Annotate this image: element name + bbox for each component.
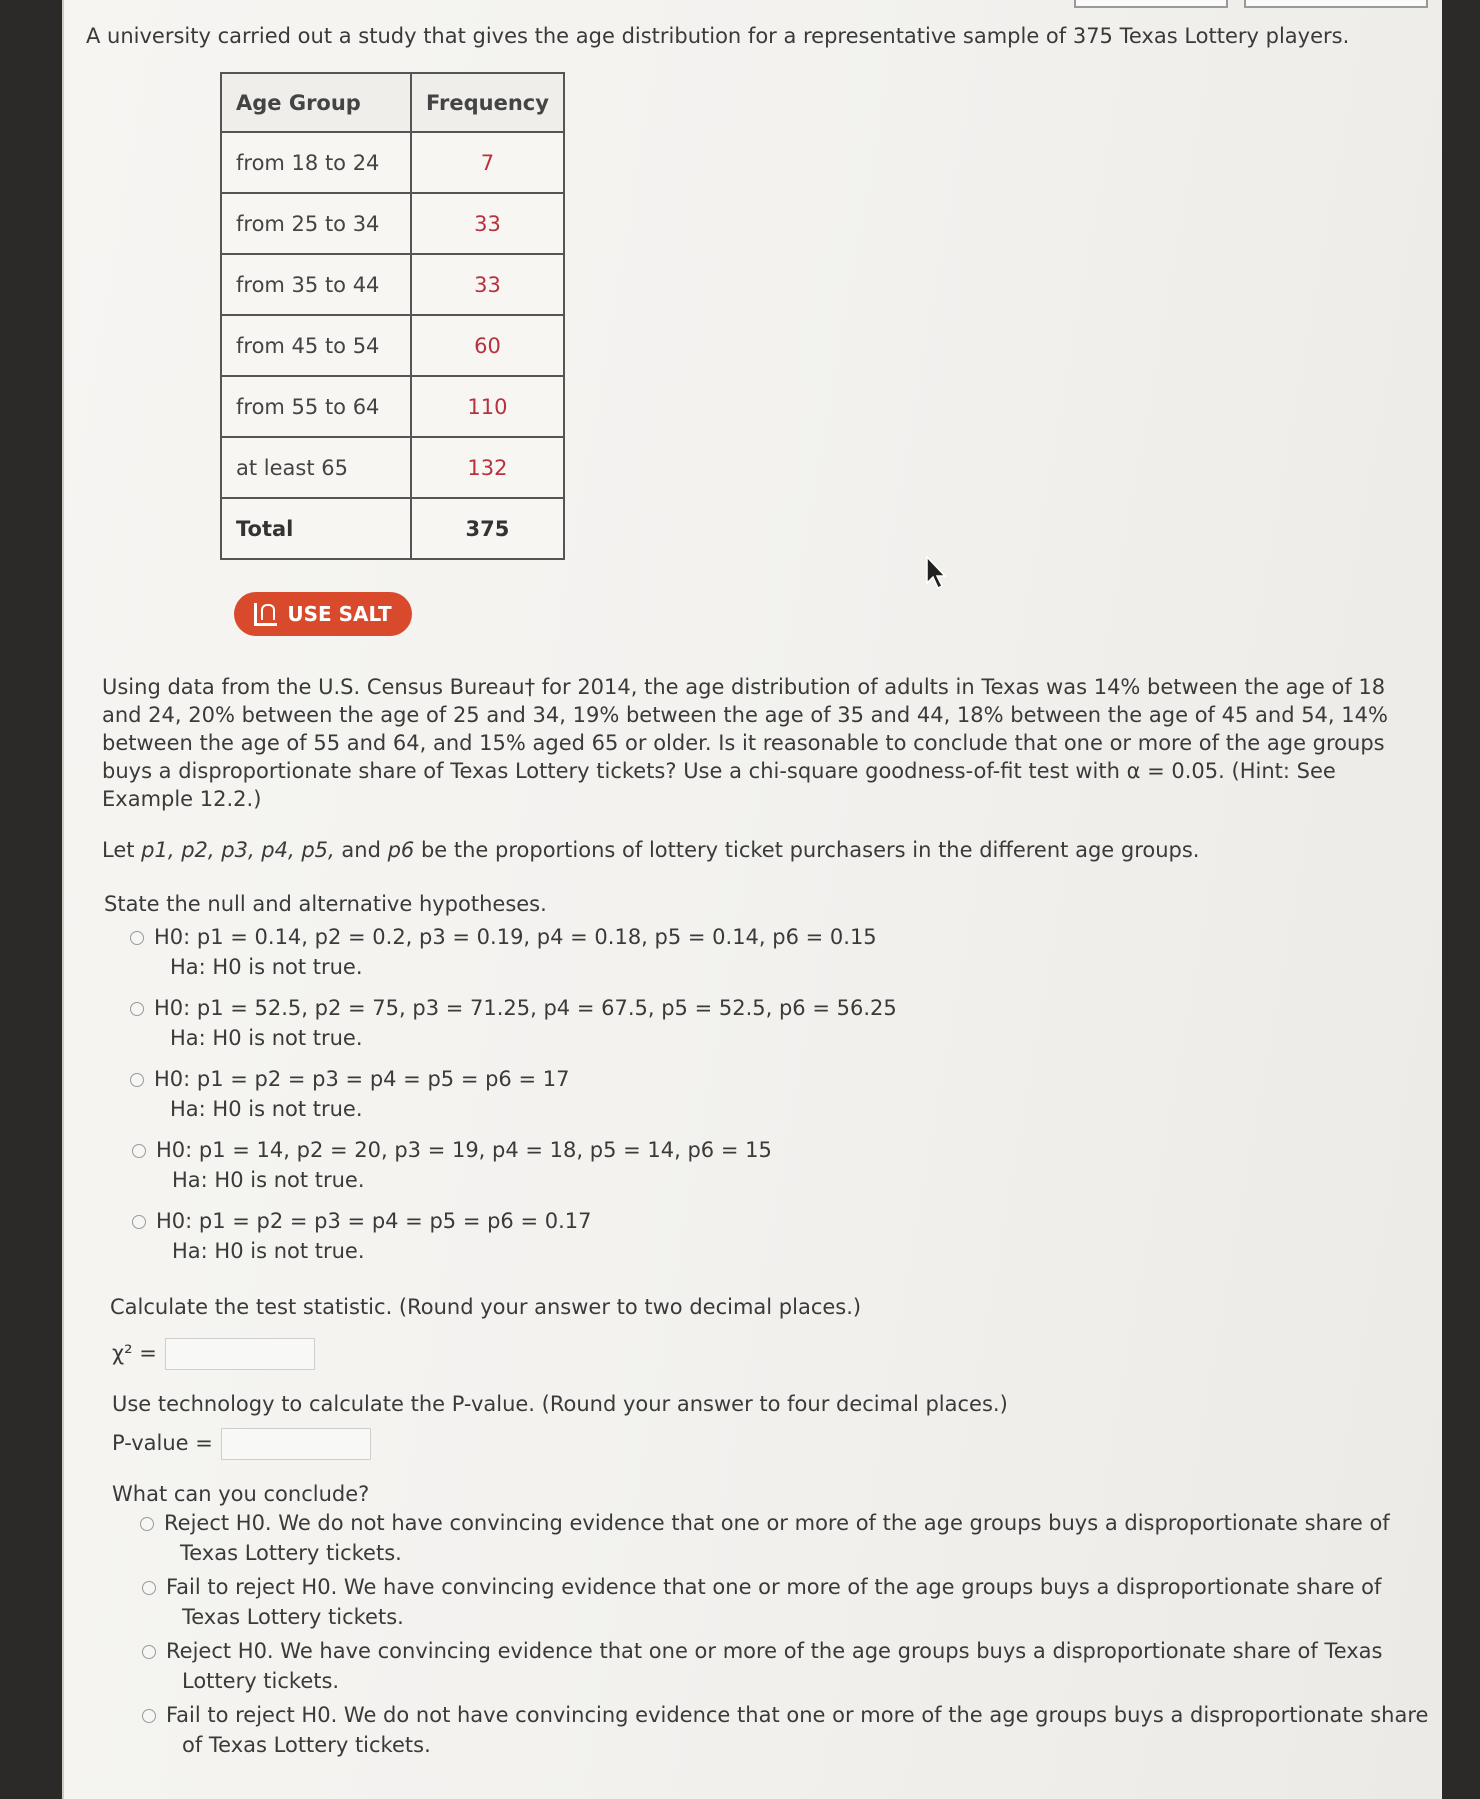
use-salt-label: USE SALT [287, 602, 392, 626]
radio-button[interactable] [142, 1581, 156, 1595]
hypothesis-option[interactable] [132, 1206, 591, 1266]
age-group-cell: from 45 to 54 [221, 315, 411, 376]
h0-text: H0: p1 = p2 = p3 = p4 = p5 = p6 = 17 [154, 1067, 570, 1091]
ha-text: Ha: H0 is not true. [172, 1168, 365, 1192]
age-group-cell: from 18 to 24 [221, 132, 411, 193]
chi-square-input[interactable] [165, 1338, 315, 1370]
mouse-cursor-icon [925, 555, 949, 591]
header-frequency: Frequency [411, 73, 564, 132]
age-group-cell: at least 65 [221, 437, 411, 498]
chi-square-label: χ² = [112, 1341, 157, 1365]
frequency-cell: 33 [411, 254, 564, 315]
radio-button[interactable] [132, 1215, 146, 1229]
frequency-cell: 110 [411, 376, 564, 437]
test-statistic-prompt: Calculate the test statistic. (Round your answer to two decimal places.) [110, 1295, 862, 1319]
table-row [221, 315, 564, 376]
header-age-group: Age Group [221, 73, 411, 132]
radio-button[interactable] [140, 1517, 154, 1531]
table-row [221, 254, 564, 315]
let-suffix: be the proportions of lottery ticket purchasers in the different age groups. [414, 838, 1200, 862]
table-row [221, 132, 564, 193]
conclusion-text-cont: Texas Lottery tickets. [182, 1605, 404, 1629]
conclusion-option[interactable] [140, 1508, 1390, 1568]
table-row [221, 376, 564, 437]
table-row [221, 437, 564, 498]
radio-button[interactable] [130, 1073, 144, 1087]
pvalue-prompt: Use technology to calculate the P-value. (Round your answer to four decimal places.) [112, 1392, 1008, 1416]
conclusion-text: Reject H0. We have convincing evidence that one or more of the age groups buys a disproportionate share of Texas [166, 1639, 1383, 1663]
age-group-cell: from 55 to 64 [221, 376, 411, 437]
hypothesis-option[interactable] [130, 993, 897, 1053]
conclusion-text: Reject H0. We do not have convincing evidence that one or more of the age groups buys a disproportionate share of [164, 1511, 1390, 1535]
top-tab[interactable] [1244, 0, 1428, 8]
ha-text: Ha: H0 is not true. [170, 1026, 363, 1050]
table-row [221, 193, 564, 254]
conclusion-text-cont: Lottery tickets. [182, 1669, 340, 1693]
conclusion-option[interactable] [142, 1636, 1383, 1696]
frequency-cell: 132 [411, 437, 564, 498]
top-tabs [64, 0, 1444, 10]
let-prefix: Let [102, 838, 142, 862]
radio-button[interactable] [132, 1144, 146, 1158]
pvalue-row [112, 1428, 371, 1460]
conclusion-option[interactable] [142, 1572, 1381, 1632]
table-total-row [221, 498, 564, 559]
hypothesis-option[interactable] [130, 1064, 569, 1124]
proportion-last-var: p6 [387, 838, 415, 862]
conclusion-text-cont: of Texas Lottery tickets. [182, 1733, 431, 1757]
h0-text: H0: p1 = 0.14, p2 = 0.2, p3 = 0.19, p4 = 0.18, p5 = 0.14, p6 = 0.15 [154, 925, 877, 949]
frequency-cell: 33 [411, 193, 564, 254]
conclusion-text-cont: Texas Lottery tickets. [180, 1541, 402, 1565]
age-group-cell: from 35 to 44 [221, 254, 411, 315]
radio-button[interactable] [142, 1709, 156, 1723]
intro-text: A university carried out a study that gives the age distribution for a representative sample of 375 Texas Lottery players. [86, 24, 1350, 48]
hypotheses-prompt: State the null and alternative hypotheses. [104, 892, 547, 916]
ha-text: Ha: H0 is not true. [170, 955, 363, 979]
let-and: and [334, 838, 388, 862]
pvalue-label: P-value = [112, 1431, 213, 1455]
age-group-cell: from 25 to 34 [221, 193, 411, 254]
radio-button[interactable] [130, 1002, 144, 1016]
use-salt-button[interactable] [234, 592, 412, 636]
h0-text: H0: p1 = p2 = p3 = p4 = p5 = p6 = 0.17 [156, 1209, 592, 1233]
chi-square-row [112, 1338, 315, 1370]
let-line [102, 838, 1199, 862]
conclude-prompt: What can you conclude? [112, 1482, 370, 1506]
h0-text: H0: p1 = 14, p2 = 20, p3 = 19, p4 = 18, p5 = 14, p6 = 15 [156, 1138, 772, 1162]
frequency-cell: 7 [411, 132, 564, 193]
proportion-vars: p1, p2, p3, p4, p5, [141, 838, 335, 862]
pvalue-input[interactable] [221, 1428, 371, 1460]
hypothesis-option[interactable] [130, 922, 877, 982]
radio-button[interactable] [142, 1645, 156, 1659]
conclusion-text: Fail to reject H0. We have convincing evidence that one or more of the age groups buys a disproportionate share of [166, 1575, 1382, 1599]
conclusion-text: Fail to reject H0. We do not have convincing evidence that one or more of the age groups buys a disproportionate share [166, 1703, 1429, 1727]
problem-paragraph: Using data from the U.S. Census Bureau† for 2014, the age distribution of adults in Texas was 14% between the age of 18 and 24, 20% between the age of 25 and 34, 19% between the age of 35 and 44, 18% between the age of 45 and 54, 14% between the age of 55 and 64, and 15% aged 65 or older. Is it reasonable to conclude that one or more of the age groups buys a disproportionate share of Texas Lottery tickets? Use a chi-square goodness-of-fit test with α = 0.05. (Hint: See Example 12.2.) [102, 675, 1388, 811]
ha-text: Ha: H0 is not true. [172, 1239, 365, 1263]
total-label: Total [221, 498, 411, 559]
ha-text: Ha: H0 is not true. [170, 1097, 363, 1121]
frequency-cell: 60 [411, 315, 564, 376]
total-value: 375 [411, 498, 564, 559]
frequency-table [220, 72, 565, 560]
top-tab[interactable] [1074, 0, 1228, 8]
table-header-row [221, 73, 564, 132]
h0-text: H0: p1 = 52.5, p2 = 75, p3 = 71.25, p4 = 67.5, p5 = 52.5, p6 = 56.25 [154, 996, 897, 1020]
hypothesis-option[interactable] [132, 1135, 772, 1195]
salt-icon [254, 603, 277, 626]
conclusion-option[interactable] [142, 1700, 1428, 1760]
radio-button[interactable] [130, 931, 144, 945]
